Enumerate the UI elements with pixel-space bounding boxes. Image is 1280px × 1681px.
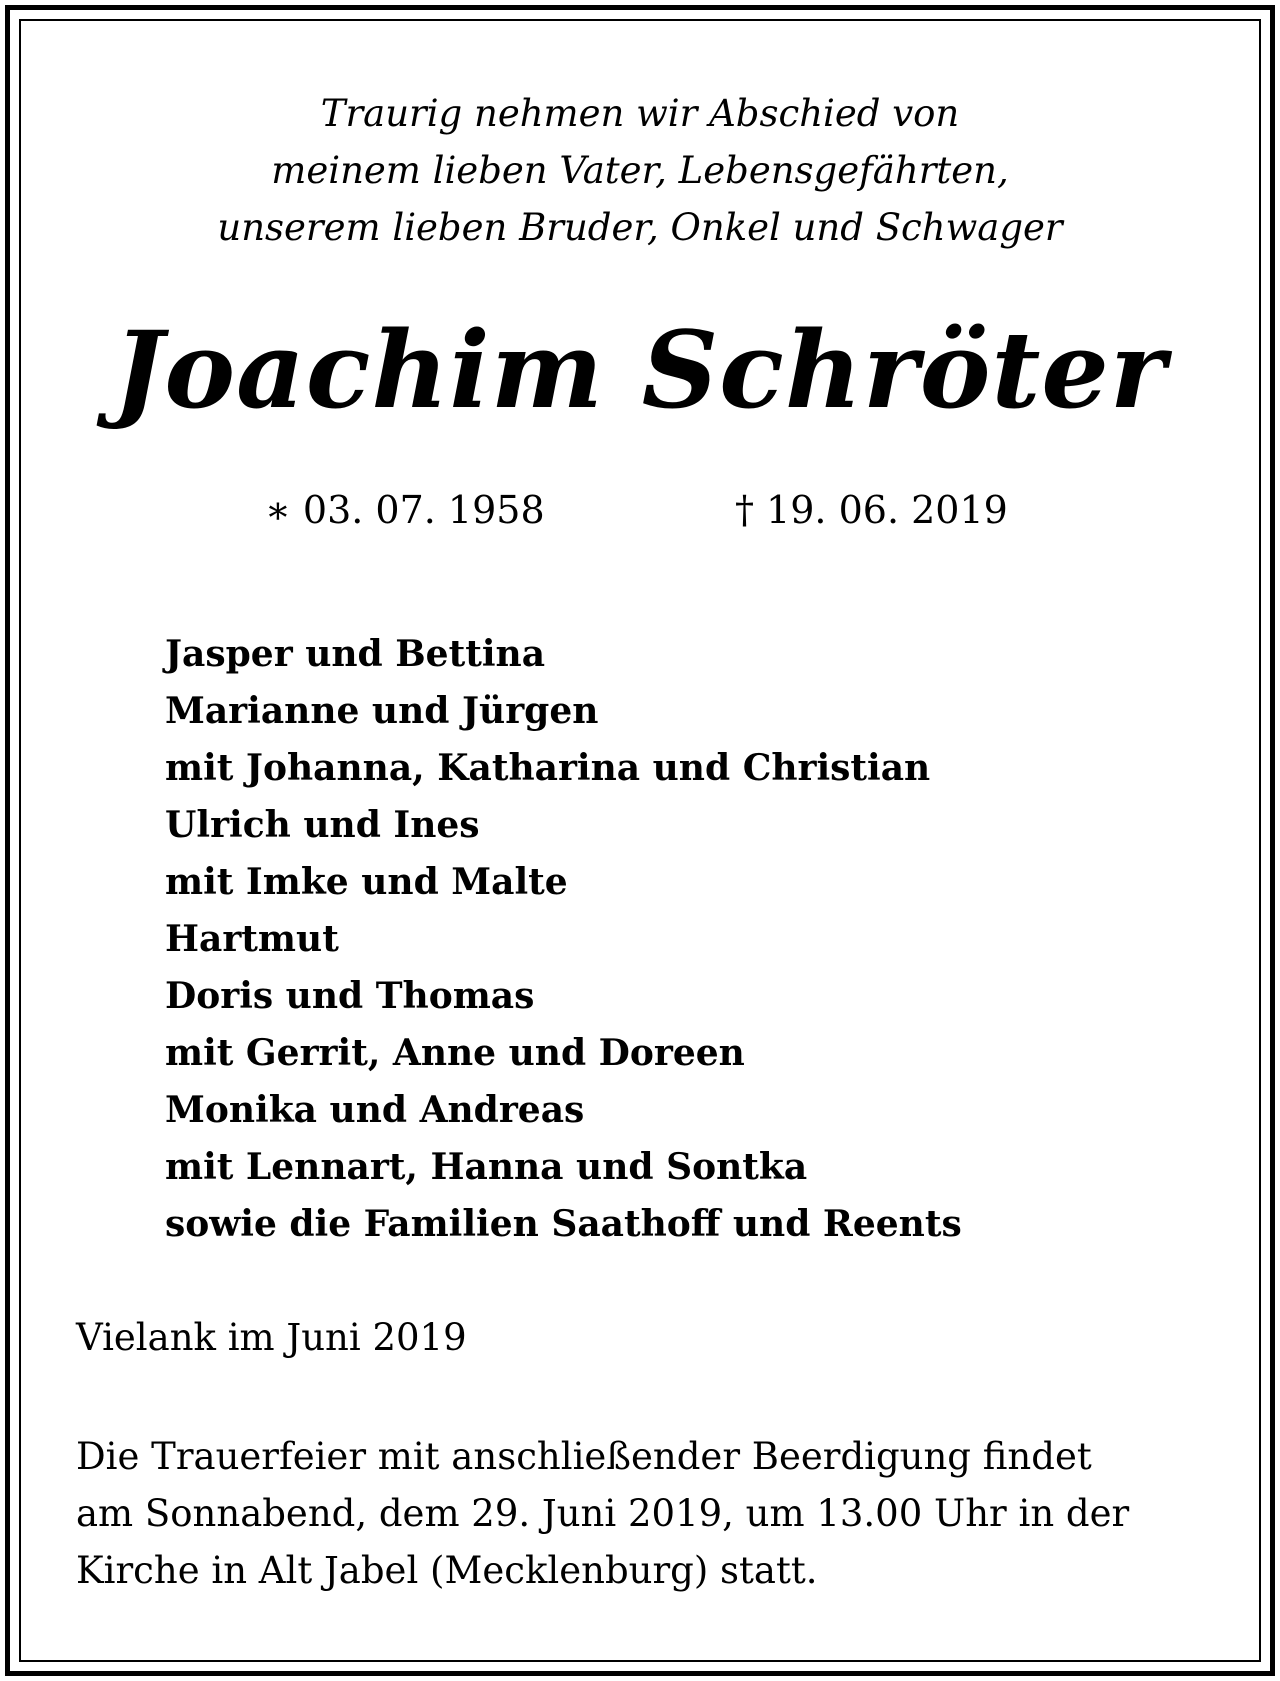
service-line: Kirche in Alt Jabel (Mecklenburg) statt. [76,1549,818,1592]
mourner-line: Monika und Andreas [165,1089,585,1131]
intro-line: Traurig nehmen wir Abschied von [320,92,960,135]
mourner-line: Jasper und Bettina [165,633,546,675]
mourner-line: mit Johanna, Katharina und Christian [165,747,931,789]
intro-line: meinem lieben Vater, Lebensgefährten, [271,149,1009,192]
service-line: Die Trauerfeier mit anschließender Beerdigung findet [76,1435,1092,1478]
mourner-line: Marianne und Jürgen [165,690,599,732]
birth-date: ∗ 03. 07. 1958 [265,488,545,532]
mourner-line: mit Imke und Malte [165,861,568,903]
funeral-service-info [76,1428,1216,1599]
service-line: am Sonnabend, dem 29. Juni 2019, um 13.00 Uhr in der [76,1492,1130,1535]
deceased-name: Joachim Schröter [113,307,1167,432]
place-date: Vielank im Juni 2019 [76,1316,467,1359]
mourner-line: Hartmut [165,918,339,960]
mourner-line: sowie die Familien Saathoff und Reents [165,1203,962,1245]
mourner-line: Doris und Thomas [165,975,535,1017]
mourner-line: mit Gerrit, Anne und Doreen [165,1032,745,1074]
mourner-line: mit Lennart, Hanna und Sontka [165,1146,808,1188]
death-date: † 19. 06. 2019 [735,488,1008,532]
intro-line: unserem lieben Bruder, Onkel und Schwager [217,206,1063,249]
mourner-line: Ulrich und Ines [165,804,480,846]
mourners-list [165,626,962,1253]
intro-text [0,85,1280,256]
